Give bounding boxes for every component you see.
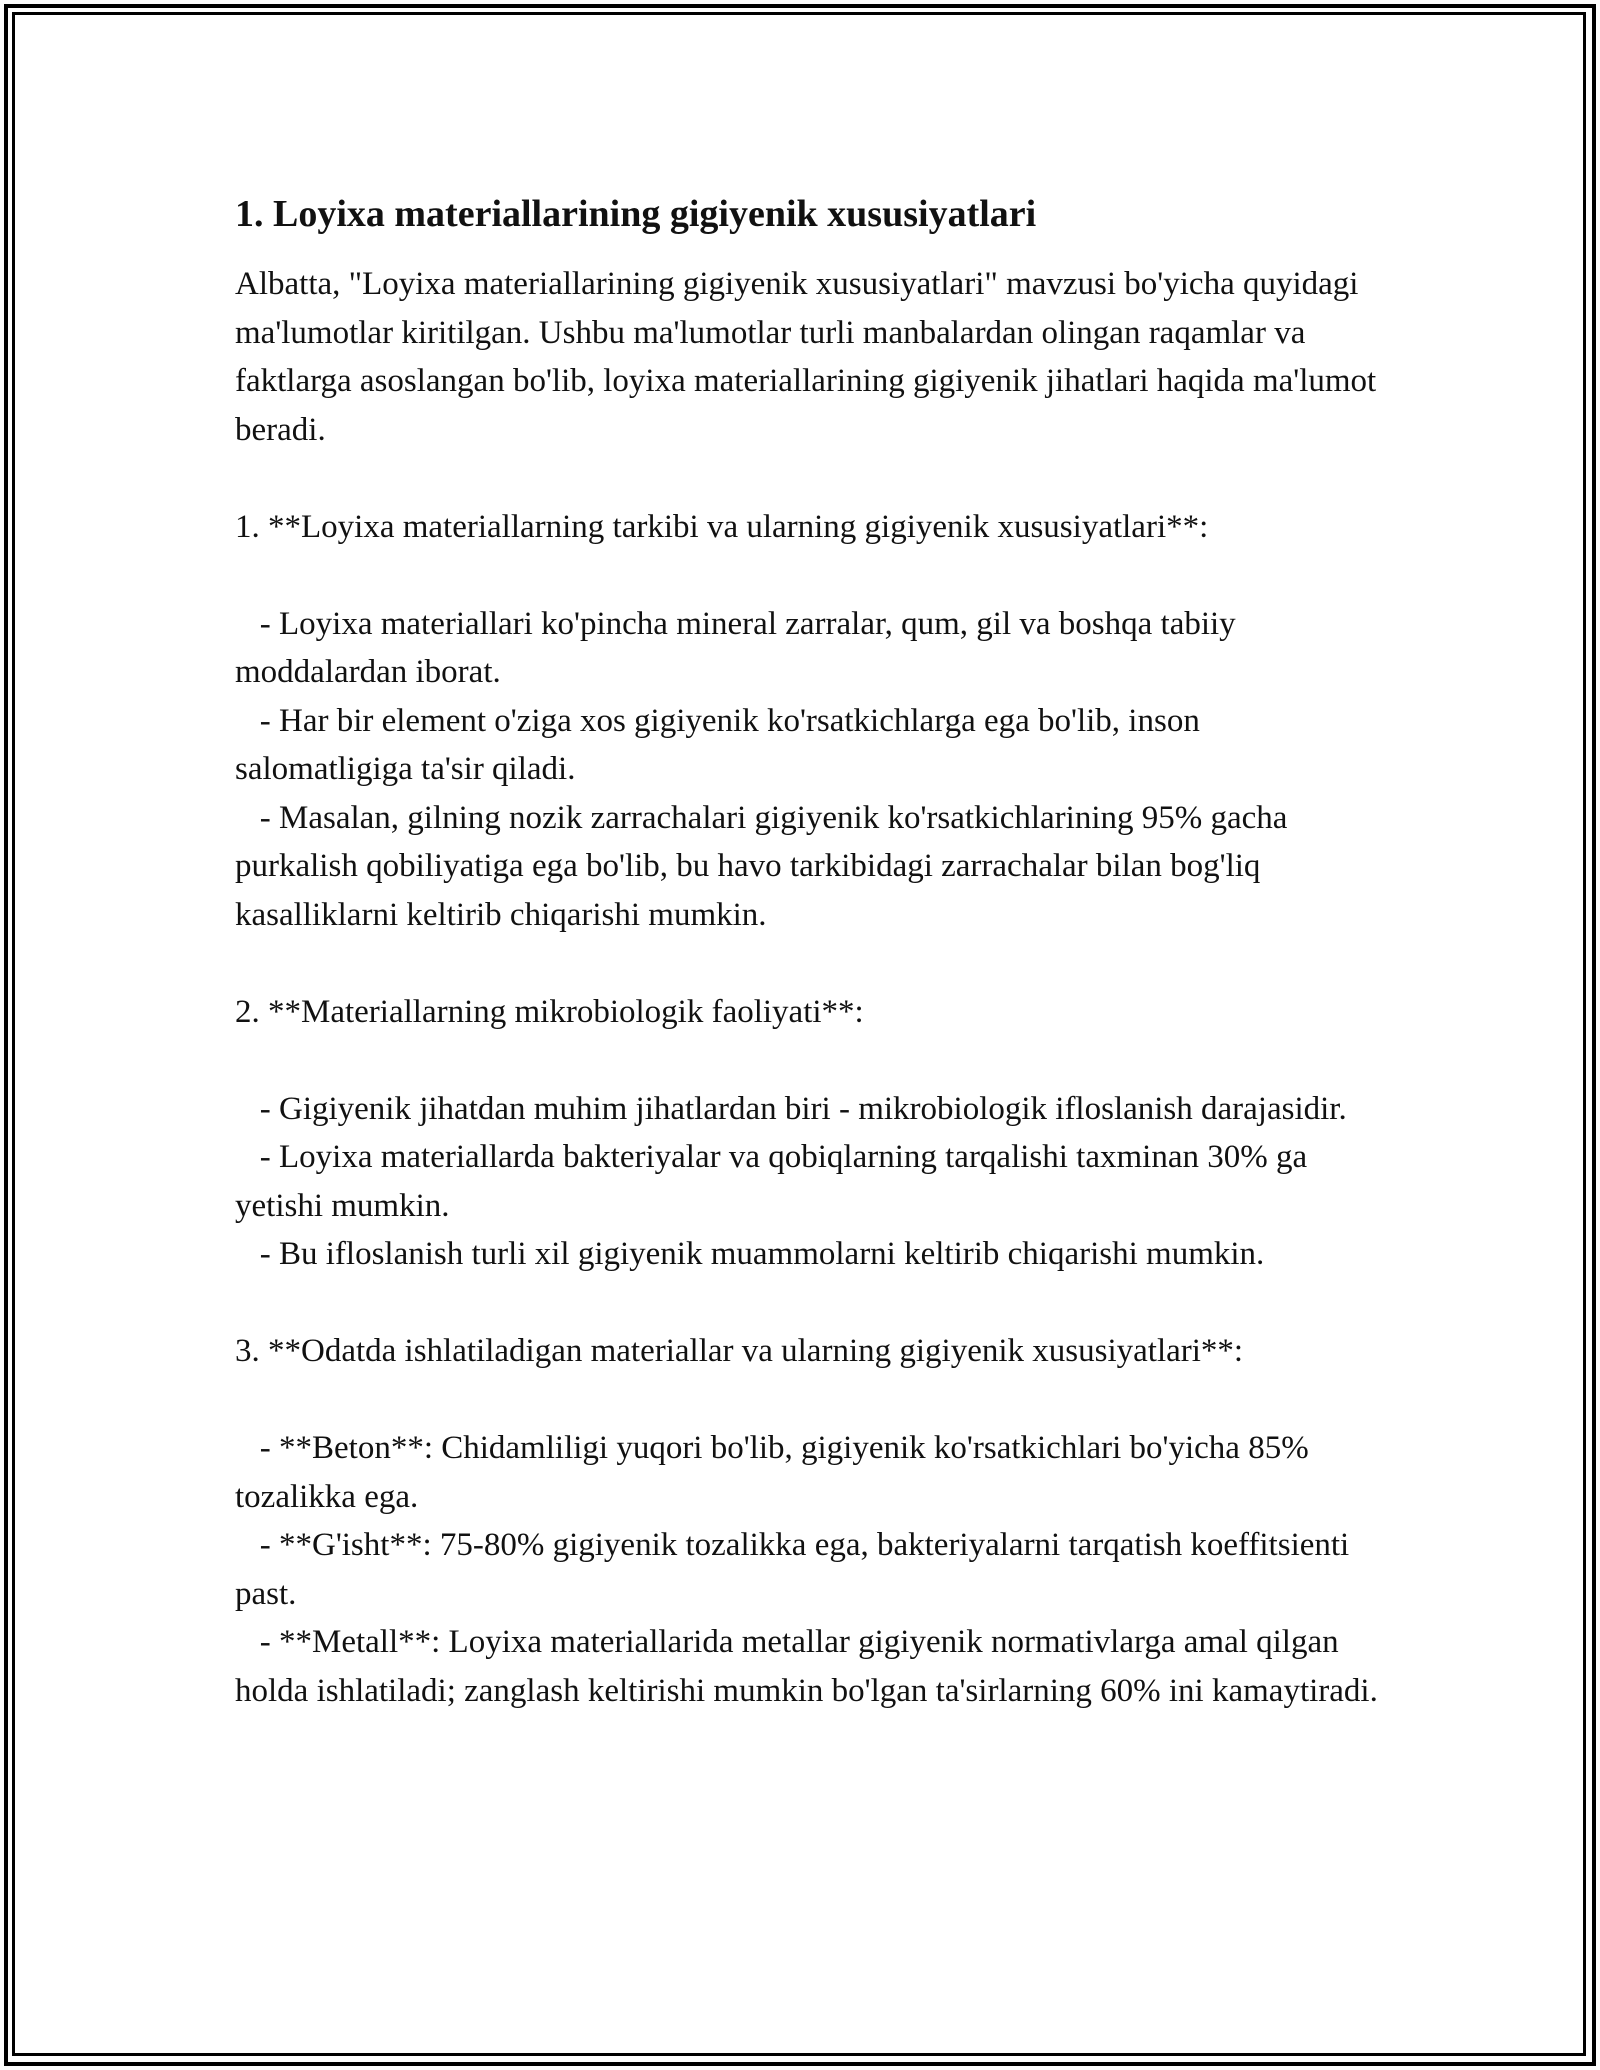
section-1 [235,503,1385,940]
list-item: - Masalan, gilning nozik zarrachalari gigiyenik ko'rsatkichlarining 95% gacha purkalish qobiliyatiga ega bo'lib, bu havo tarkibidagi zarrachalar bilan bog'liq kasalliklarni keltirib chiqarishi mumkin. [235,799,1296,933]
list-item: - Bu ifloslanish turli xil gigiyenik muammolarni keltirib chiqarishi mumkin. [235,1236,1265,1272]
list-item: - Loyixa materiallarda bakteriyalar va qobiqlarning tarqalishi taxminan 30% ga yetishi mumkin. [235,1139,1316,1224]
list-item: - Har bir element o'ziga xos gigiyenik ko'rsatkichlarga ega bo'lib, inson salomatligiga ta'sir qiladi. [235,702,1209,787]
spacer [235,454,1385,503]
list-item: - Loyixa materiallari ko'pincha mineral zarralar, qum, gil va boshqa tabiiy moddalardan iborat. [235,605,1244,690]
spacer [235,1279,1385,1328]
list-item: - **G'isht**: 75-80% gigiyenik tozalikka ega, bakteriyalarni tarqatish koeffitsienti past. [235,1527,1358,1612]
spacer [235,939,1385,988]
section-2 [235,988,1385,1279]
list-item: - Gigiyenik jihatdan muhim jihatlardan biri - mikrobiologik ifloslanish darajasidir. [235,1090,1347,1127]
document-title: 1. Loyixa materiallarining gigiyenik xususiyatlari [235,193,1037,235]
section-3 [235,1327,1385,1715]
spacer [235,1036,1385,1085]
spacer [235,551,1385,600]
section-heading: 2. **Materiallarning mikrobiologik faoliyati**: [235,993,864,1030]
list-item: - **Beton**: Chidamliligi yuqori bo'lib, gigiyenik ko'rsatkichlari bo'yicha 85% tozalikka ega. [235,1430,1317,1515]
spacer [235,1376,1385,1425]
list-item: - **Metall**: Loyixa materiallarida metallar gigiyenik normativlarga amal qilgan holda ishlatiladi; zanglash keltirishi mumkin bo'lgan ta'sirlarning 60% ini kamaytiradi. [235,1624,1378,1709]
intro-paragraph: Albatta, "Loyixa materiallarining gigiyenik xususiyatlari" mavzusi bo'yicha quyidagi ma'lumotlar kiritilgan. Ushbu ma'lumotlar turli manbalardan olingan raqamlar va faktlarga asoslangan bo'lib, loyixa materiallarining gigiyenik jihatlari haqida ma'lumot beradi. [235,266,1385,448]
section-heading: 1. **Loyixa materiallarning tarkibi va ularning gigiyenik xususiyatlari**: [235,508,1209,545]
document-body [235,188,1385,1715]
section-heading: 3. **Odatda ishlatiladigan materiallar va ularning gigiyenik xususiyatlari**: [235,1333,1244,1369]
